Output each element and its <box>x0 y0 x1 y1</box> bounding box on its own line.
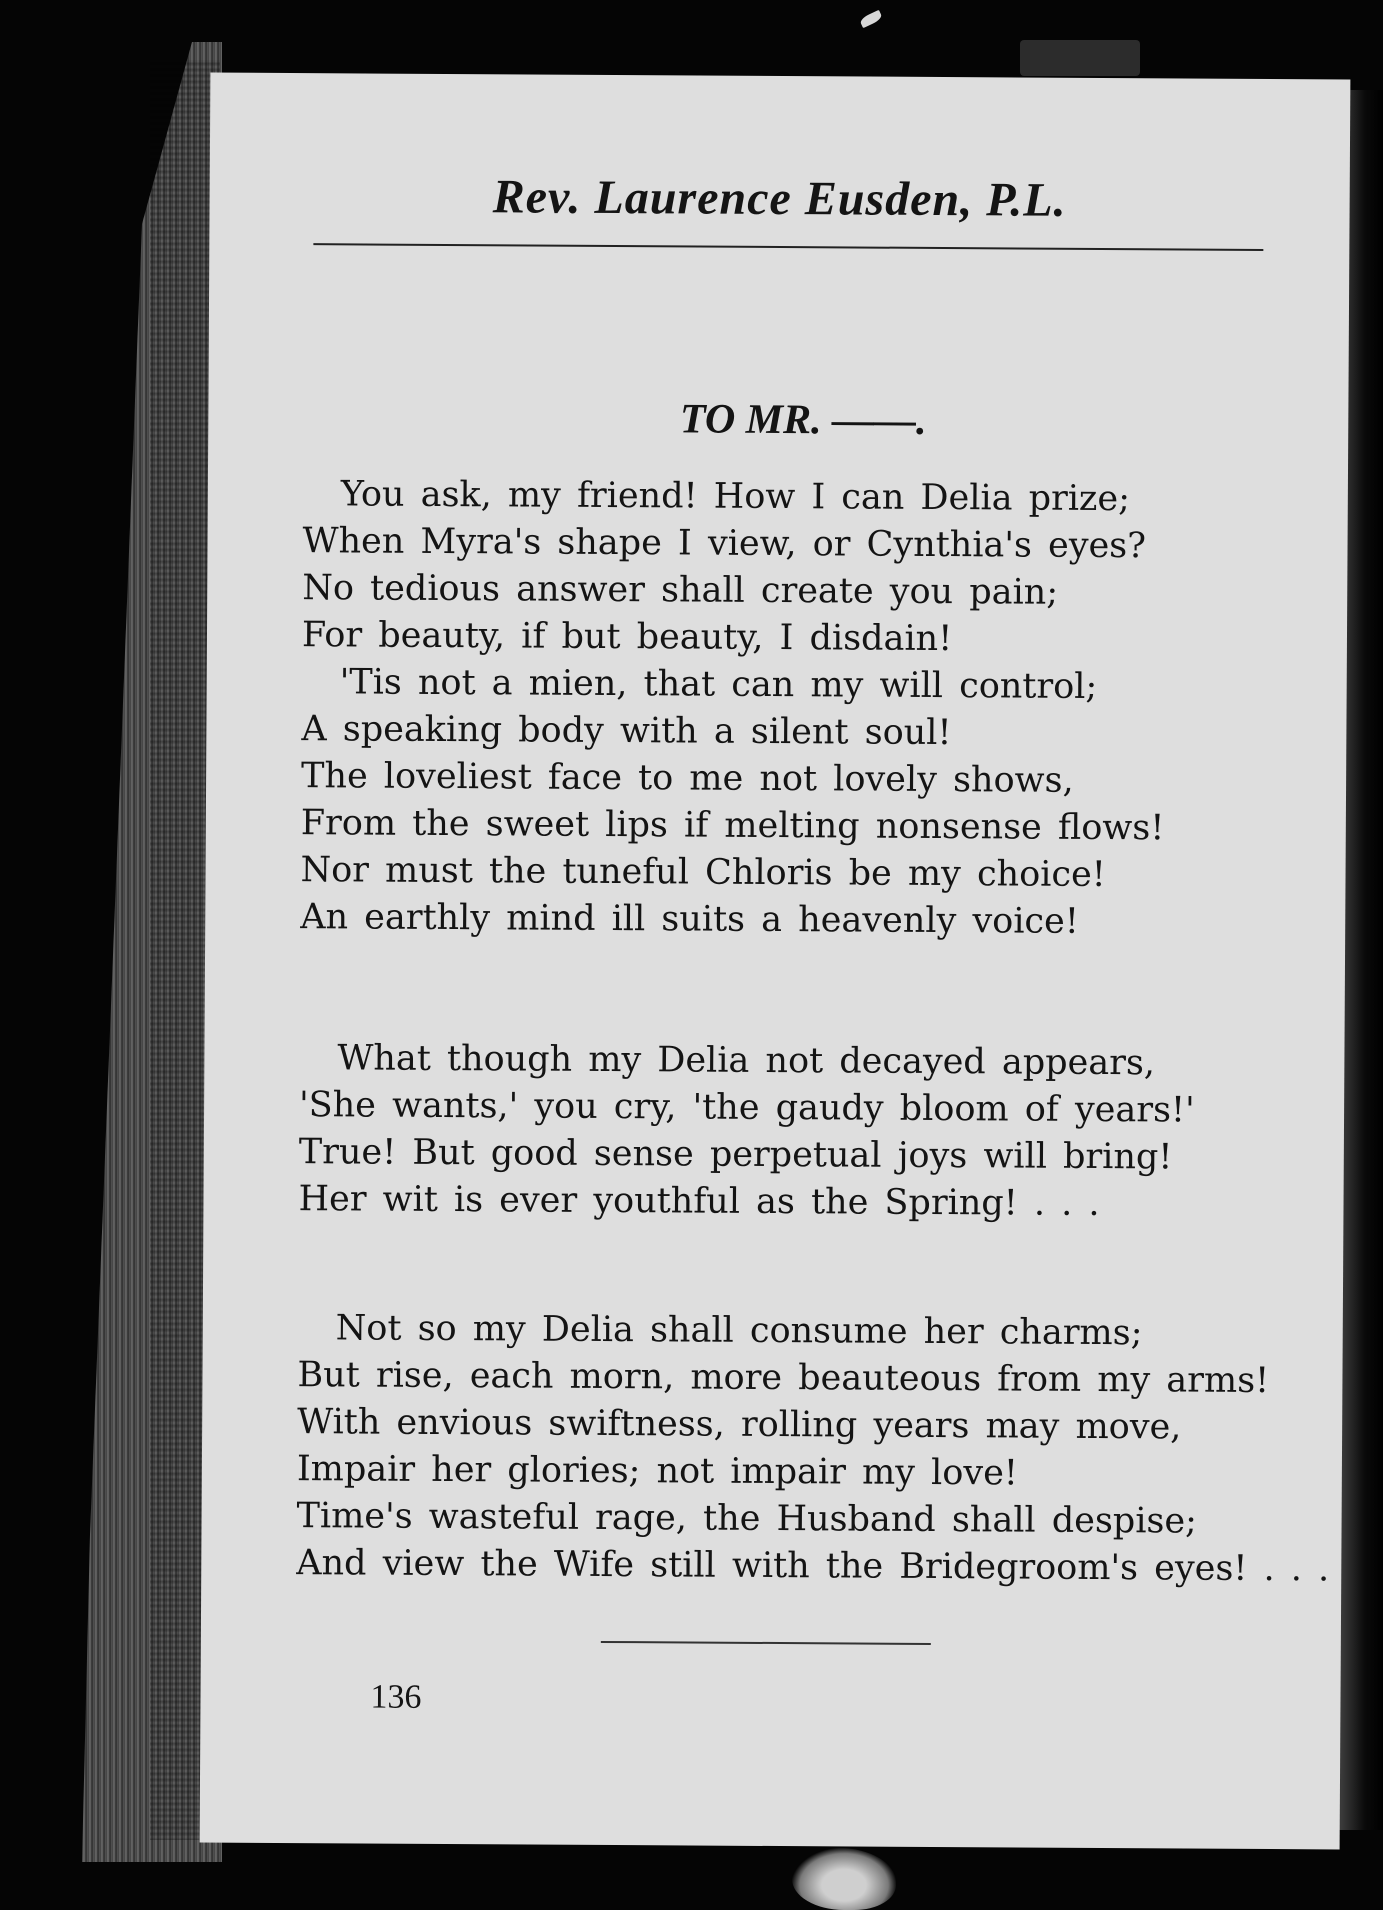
poem-line: From the sweet lips if melting nonsense flows! <box>300 803 1165 849</box>
poem-line: 'She wants,' you cry, 'the gaudy bloom of years!' <box>298 1085 1195 1131</box>
poem-line: No tedious answer shall create you pain; <box>302 568 1059 613</box>
poem-line: And view the Wife still with the Bridegroom's eyes! . . . <box>296 1543 1330 1590</box>
stanza-1 <box>300 471 1303 947</box>
poem-line: But rise, each morn, more beauteous from my arms! <box>297 1355 1270 1402</box>
stanza-2 <box>298 1035 1299 1229</box>
stanza-3 <box>296 1305 1330 1593</box>
poem-line: True! But good sense perpetual joys will bring! <box>298 1132 1173 1178</box>
page-number: 136 <box>370 1678 422 1716</box>
poem-line: 'Tis not a mien, that can my will control; <box>339 662 1098 707</box>
book-page <box>200 73 1351 1850</box>
poem-line: Nor must the tuneful Chloris be my choice! <box>300 850 1106 896</box>
poem-line: For beauty, if but beauty, I disdain! <box>301 615 953 660</box>
poem-line: The loveliest face to me not lovely shows, <box>300 756 1074 801</box>
running-head: Rev. Laurence Eusden, P.L. <box>492 170 1067 227</box>
footer-rule <box>601 1641 931 1645</box>
poem-line: When Myra's shape I view, or Cynthia's eyes? <box>302 521 1147 567</box>
poem-line: You ask, my friend! How I can Delia prize; <box>340 474 1131 520</box>
poem-line: Not so my Delia shall consume her charms; <box>335 1308 1143 1354</box>
poem-line: What though my Delia not decayed appears, <box>337 1038 1156 1084</box>
poem-line: With envious swiftness, rolling years may move, <box>297 1402 1182 1448</box>
scan-artifact <box>792 1848 896 1910</box>
header-rule <box>313 243 1263 251</box>
poem-line: A speaking body with a silent soul! <box>301 709 952 754</box>
poem-line: Her wit is ever youthful as the Spring! . . . <box>298 1179 1100 1224</box>
poem-line: An earthly mind ill suits a heavenly voice! <box>300 897 1079 942</box>
poem-title: TO MR. ——. <box>679 396 927 444</box>
poem-line: Time's wasteful rage, the Husband shall despise; <box>296 1496 1198 1542</box>
poem-line: Impair her glories; not impair my love! <box>296 1449 1019 1494</box>
scan-mark <box>859 10 883 28</box>
scan-smudge <box>1020 40 1140 76</box>
